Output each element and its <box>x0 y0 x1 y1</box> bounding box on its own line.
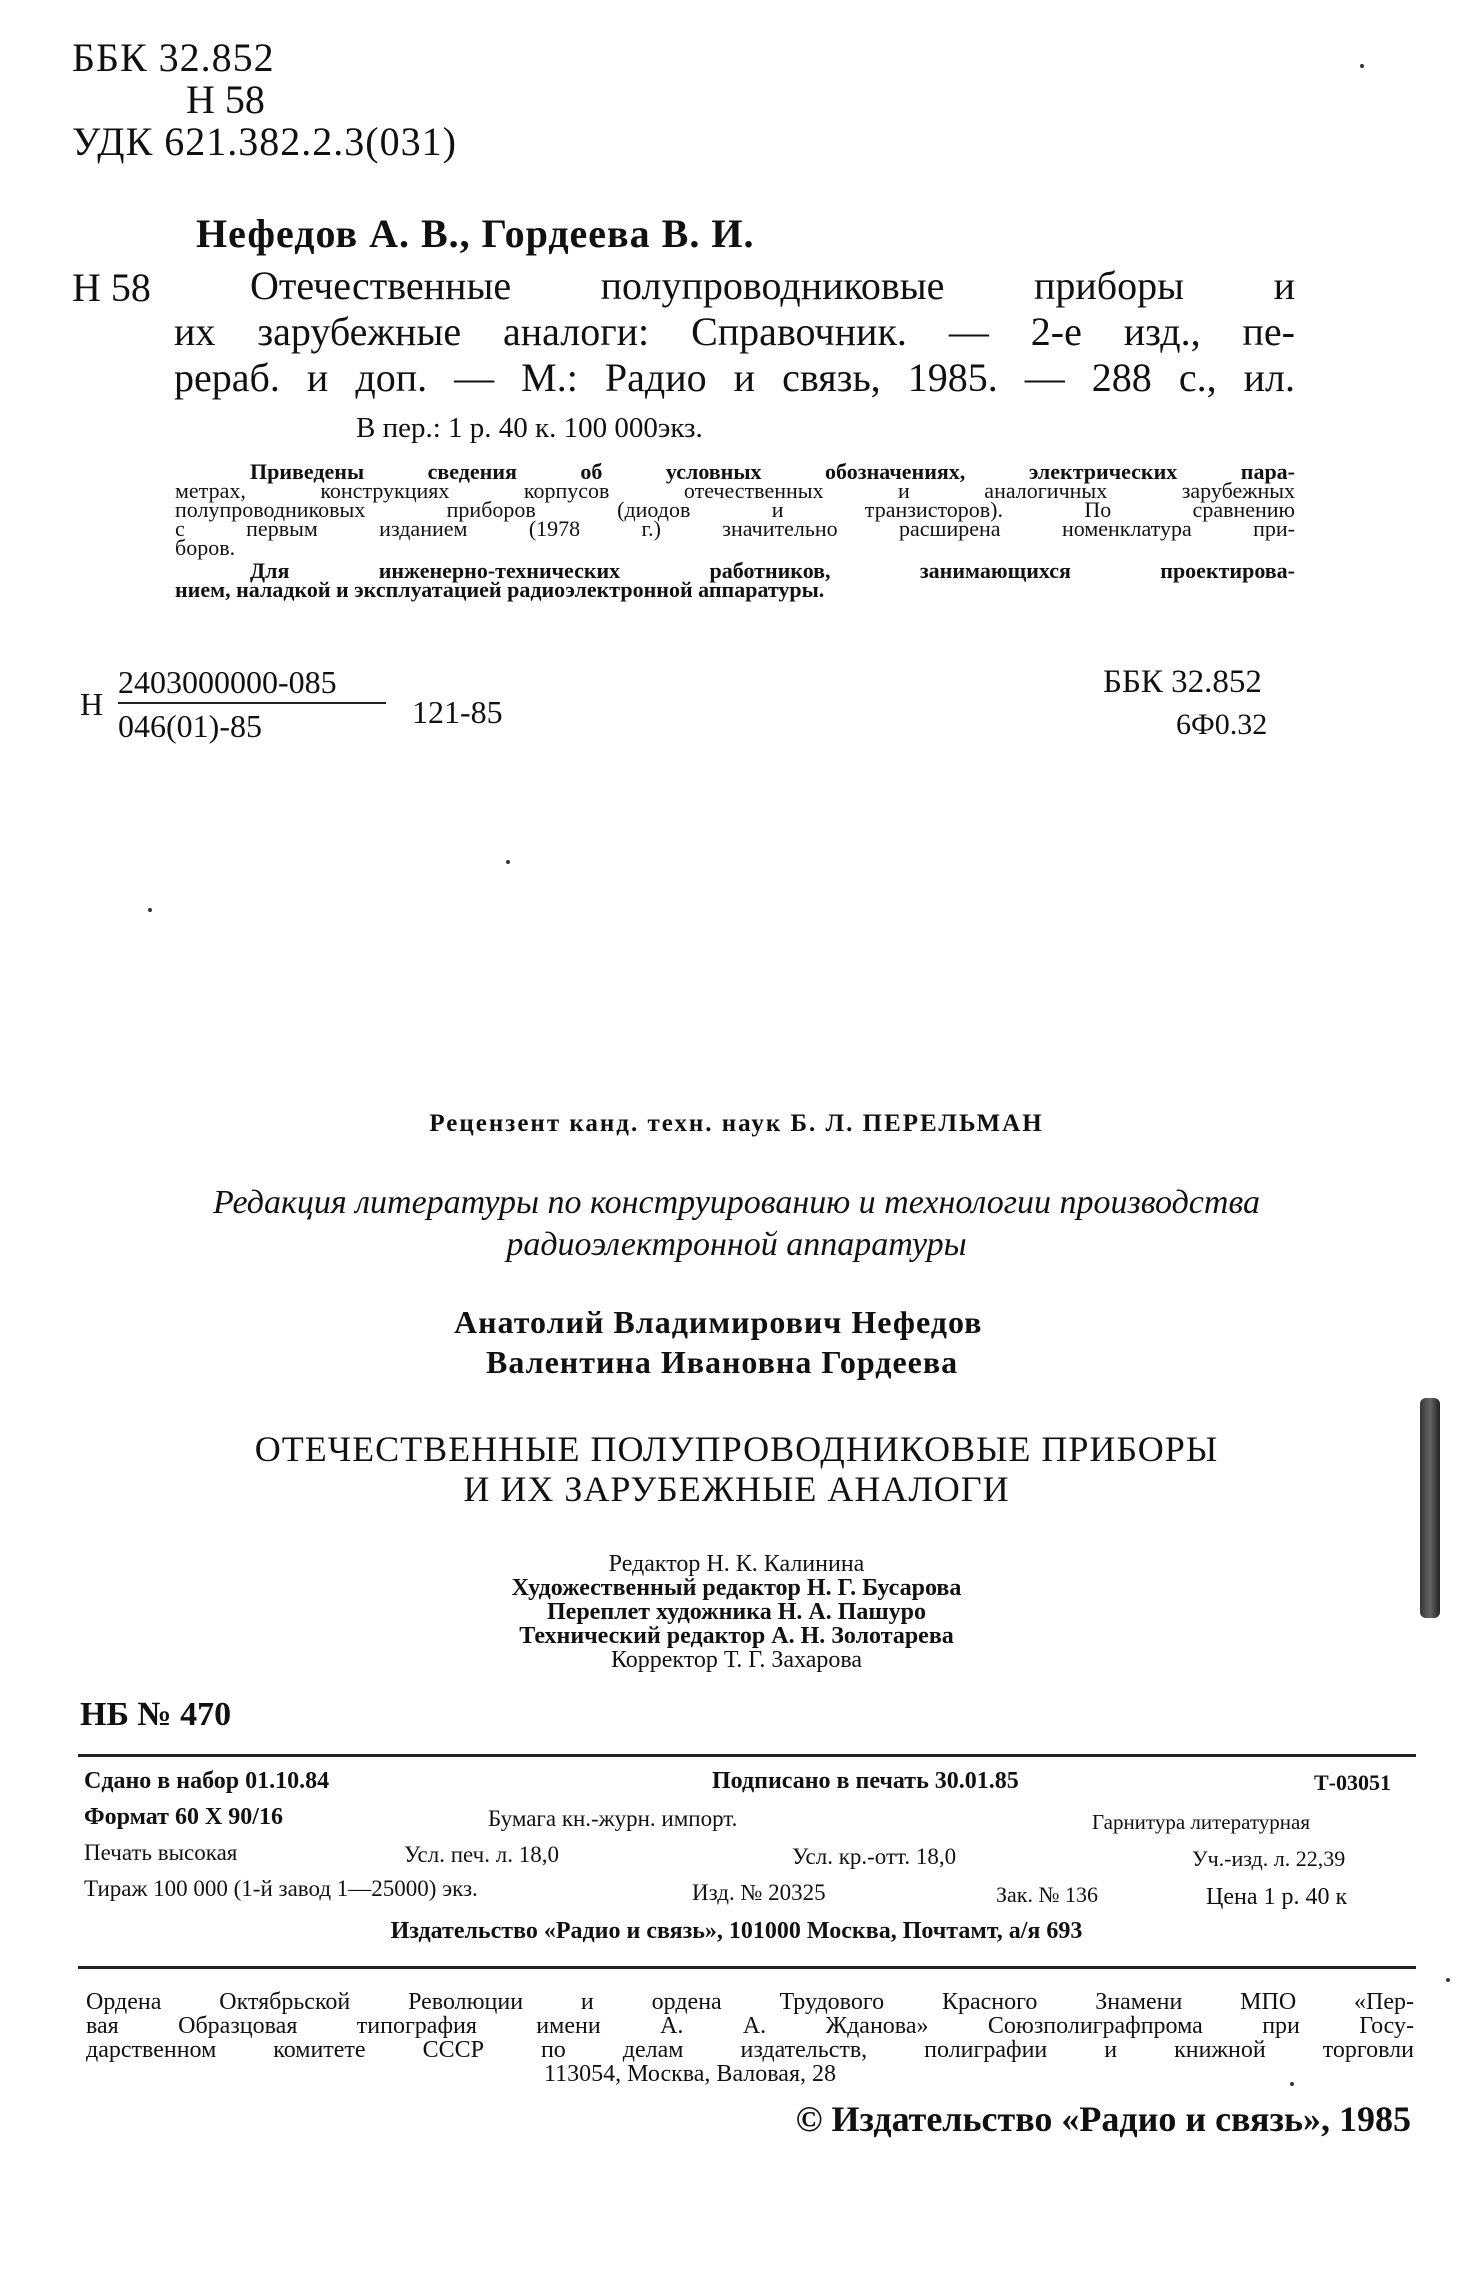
author-name: Валентина Ивановна Гордеева <box>486 1344 959 1380</box>
print-speck <box>506 860 510 864</box>
abstract-line: с первым изданием (1978 г.) значительно расширена номенклатура при- <box>175 516 1295 541</box>
print-speck <box>1360 64 1364 68</box>
imprint-price: Цена 1 р. 40 к <box>1206 1884 1348 1910</box>
nb-number: НБ № 470 <box>80 1696 232 1733</box>
imprint-bottom-rule <box>78 1966 1416 1969</box>
entry-authors: Нефедов А. В., Гордеева В. И. <box>196 211 755 256</box>
imprint-color-sheets: Усл. кр.-отт. 18,0 <box>792 1844 957 1869</box>
imprint-publ-number: Изд. № 20325 <box>692 1880 826 1905</box>
credit-art-editor: Художественный редактор Н. Г. Бусарова <box>511 1575 962 1601</box>
classification-letter: Н <box>80 686 104 722</box>
imprint-order-number: Зак. № 136 <box>996 1882 1098 1907</box>
entry-price: В пер.: 1 р. 40 к. 100 000экз. <box>356 412 703 444</box>
printer-line: дарственном комитете СССР по делам издательств, полиграфии и книжной торговли <box>86 2037 1414 2063</box>
imprint-signed: Подписано в печать 30.01.85 <box>712 1768 1019 1794</box>
imprint-format: Формат 60 Х 90/16 <box>84 1804 283 1830</box>
copyright: © Издательство «Радио и связь», 1985 <box>795 2099 1411 2139</box>
abstract-line: боров. <box>175 535 236 560</box>
print-speck <box>1446 1978 1450 1982</box>
entry-title-line-1: Отечественные полупроводниковые приборы и <box>250 263 1295 308</box>
book-title-line-1: ОТЕЧЕСТВЕННЫЕ ПОЛУПРОВОДНИКОВЫЕ ПРИБОРЫ <box>254 1429 1219 1469</box>
imprint-order-code: Т-03051 <box>1314 1770 1391 1795</box>
imprint-submitted: Сдано в набор 01.10.84 <box>84 1768 330 1794</box>
imprint-print-sheets: Усл. печ. л. 18,0 <box>404 1842 559 1867</box>
imprint-top-rule <box>78 1754 1416 1757</box>
entry-title-line-3: рераб. и доп. — М.: Радио и связь, 1985. — 288 с., ил. <box>174 355 1295 400</box>
imprint-paper: Бумага кн.-журн. импорт. <box>488 1806 738 1831</box>
imprint-print-run: Тираж 100 000 (1-й завод 1—25000) экз. <box>84 1876 478 1901</box>
editorial-line-1: Редакция литературы по конструированию и технологии производства <box>213 1184 1260 1221</box>
classification-code: 6Ф0.32 <box>1176 708 1268 741</box>
credit-tech-editor: Технический редактор А. Н. Золотарева <box>519 1623 954 1649</box>
editorial-line-2: радиоэлектронной аппаратуры <box>506 1226 967 1263</box>
imprint-publisher: Издательство «Радио и связь», 101000 Москва, Почтамт, а/я 693 <box>390 1918 1083 1944</box>
reviewer: Рецензент канд. техн. наук Б. Л. ПЕРЕЛЬМАН <box>429 1110 1044 1137</box>
author-mark: Н 58 <box>186 77 265 122</box>
printer-block <box>86 1990 1414 2086</box>
audience-line: Для инженерно-технических работников, занимающихся проектирова- <box>250 558 1295 583</box>
credit-binding: Переплет художника Н. А. Пашуро <box>547 1599 926 1625</box>
credit-editor: Редактор Н. К. Калинина <box>608 1551 865 1577</box>
udk-code: УДК 621.382.2.3(031) <box>72 119 457 164</box>
entry-code: Н 58 <box>72 265 151 310</box>
abstract-line: метрах, конструкциях корпусов отечественных и аналогичных зарубежных <box>175 478 1295 503</box>
entry-title-line-2: их зарубежные аналоги: Справочник. — 2-е изд., пе- <box>174 309 1295 354</box>
abstract-line: Приведены сведения об условных обозначениях, электрических пара- <box>250 459 1295 484</box>
credit-proofreader: Корректор Т. Г. Захарова <box>610 1647 863 1673</box>
classification-bbk: ББК 32.852 <box>1103 664 1262 700</box>
print-speck <box>148 908 152 912</box>
bbk-code: ББК 32.852 <box>72 35 275 80</box>
author-name: Анатолий Владимирович Нефедов <box>454 1304 983 1340</box>
classification-mark: 121-85 <box>412 694 503 730</box>
classification-numerator: 2403000000-085 <box>118 664 337 700</box>
imprint-print-type: Печать высокая <box>84 1840 238 1865</box>
book-title-line-2: И ИХ ЗАРУБЕЖНЫЕ АНАЛОГИ <box>463 1469 1010 1509</box>
audience-line: нием, наладкой и эксплуатацией радиоэлектронной аппаратуры. <box>175 577 825 602</box>
classification-denominator: 046(01)-85 <box>118 708 262 744</box>
abstract <box>175 459 1295 602</box>
printer-line: 113054, Москва, Валовая, 28 <box>544 2061 836 2087</box>
imprint-publ-sheets: Уч.-изд. л. 22,39 <box>1192 1846 1346 1871</box>
printer-line: Ордена Октябрьской Революции и ордена Трудового Красного Знамени МПО «Пер- <box>86 1989 1414 2015</box>
fraction-bar <box>118 702 386 704</box>
imprint-typeface: Гарнитура литературная <box>1092 1810 1310 1834</box>
printer-line: вая Образцовая типография имени А. А. Жданова» Союзполиграфпрома при Госу- <box>86 2013 1414 2039</box>
abstract-line: полупроводниковых приборов (диодов и транзисторов). По сравнению <box>175 497 1295 522</box>
